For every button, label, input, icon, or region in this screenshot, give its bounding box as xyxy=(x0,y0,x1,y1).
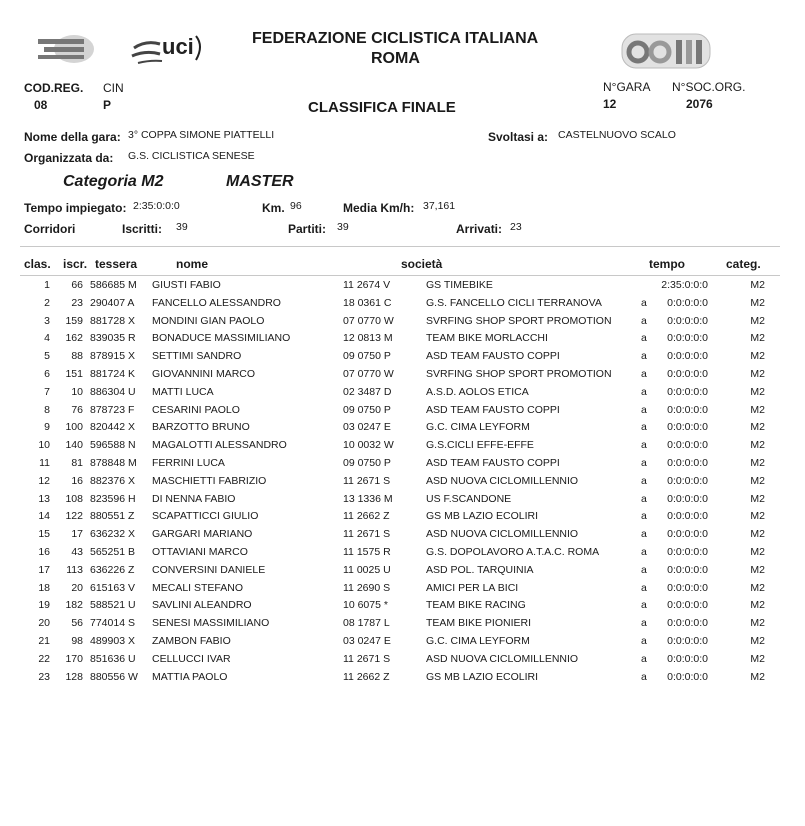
col-tessera: tessera xyxy=(95,257,138,271)
cell-tempo: 0:0:0:0:0 xyxy=(667,368,708,380)
cell-tempo-prefix: a xyxy=(641,652,647,665)
cell-societa: GS TIMEBIKE xyxy=(426,279,493,291)
cell-categ: M2 xyxy=(750,421,765,434)
cell-clas: 7 xyxy=(44,385,50,398)
cell-tempo: 0:0:0:0:0 xyxy=(667,546,708,558)
cell-tempo: 0:0:0:0:0 xyxy=(667,581,708,594)
cell-society-code: 12 0813 M xyxy=(343,332,393,345)
cell-clas: 8 xyxy=(44,403,50,416)
cell-categ: M2 xyxy=(750,563,765,576)
cell-categ: M2 xyxy=(750,492,765,505)
cell-tessera: 881728 X xyxy=(90,314,135,327)
race-name-label: Nome della gara: xyxy=(24,130,121,144)
cell-categ: M2 xyxy=(750,528,765,541)
cell-iscr: 159 xyxy=(65,314,83,327)
cell-iscr: 113 xyxy=(66,563,83,576)
cell-categ: M2 xyxy=(750,457,765,469)
riders-label: Corridori xyxy=(24,222,76,236)
cell-tessera: 588521 U xyxy=(90,599,136,612)
uci-logo xyxy=(130,30,210,70)
cell-clas: 23 xyxy=(38,670,50,683)
cell-tempo-prefix: a xyxy=(641,617,647,630)
cell-society-code: 02 3487 D xyxy=(343,385,392,398)
cell-tempo: 0:0:0:0:0 xyxy=(667,563,708,576)
table-row xyxy=(0,368,805,386)
cell-societa: G.S.CICLI EFFE-EFFE xyxy=(426,439,534,452)
cell-nome: DI NENNA FABIO xyxy=(152,492,236,505)
cell-tessera: 586685 M xyxy=(90,279,137,291)
cell-iscr: 20 xyxy=(71,581,83,594)
cell-categ: M2 xyxy=(750,368,765,380)
cell-iscr: 98 xyxy=(71,635,83,647)
cell-tessera: 881724 K xyxy=(90,368,135,380)
table-row xyxy=(0,635,805,653)
km-label: Km. xyxy=(262,201,285,215)
arrived-label: Arrivati: xyxy=(456,222,503,236)
cell-societa: GS MB LAZIO ECOLIRI xyxy=(426,670,539,683)
cell-categ: M2 xyxy=(750,510,765,523)
col-societa: società xyxy=(401,257,443,271)
cell-tessera: 489903 X xyxy=(90,635,135,647)
cell-tempo: 0:0:0:0:0 xyxy=(667,492,708,505)
cell-nome: MASCHIETTI FABRIZIO xyxy=(152,474,267,487)
cell-iscr: 23 xyxy=(71,296,83,309)
ngara-label: N°GARA xyxy=(603,80,651,94)
cell-iscr: 10 xyxy=(71,385,83,398)
cell-clas: 20 xyxy=(38,617,50,630)
cell-nome: MONDINI GIAN PAOLO xyxy=(152,314,265,327)
cell-societa: G.C. CIMA LEYFORM xyxy=(426,635,530,647)
cell-tempo-prefix: a xyxy=(641,403,647,416)
cell-nome: MAGALOTTI ALESSANDRO xyxy=(152,439,287,452)
cell-clas: 10 xyxy=(38,439,50,452)
cin-value: P xyxy=(103,98,112,112)
cell-society-code: 11 0025 U xyxy=(343,563,391,576)
enrolled-value: 39 xyxy=(176,221,188,233)
col-clas: clas. xyxy=(24,257,51,271)
cell-tessera: 851636 U xyxy=(90,652,136,665)
cell-tempo-prefix: a xyxy=(641,492,647,505)
cell-societa: ASD TEAM FAUSTO COPPI xyxy=(426,403,560,416)
avg-speed-value: 37,161 xyxy=(423,200,456,212)
table-row xyxy=(0,457,805,475)
cell-iscr: 140 xyxy=(65,439,83,452)
table-row xyxy=(0,421,805,439)
cell-categ: M2 xyxy=(750,296,765,309)
cell-tempo: 0:0:0:0:0 xyxy=(667,670,708,683)
cell-society-code: 09 0750 P xyxy=(343,350,391,363)
cell-categ: M2 xyxy=(750,279,765,291)
cell-societa: TEAM BIKE MORLACCHI xyxy=(426,332,548,345)
cell-tempo: 0:0:0:0:0 xyxy=(667,528,708,541)
city-title: ROMA xyxy=(371,50,420,67)
cell-tessera: 820442 X xyxy=(90,421,135,434)
started-label: Partiti: xyxy=(288,222,327,236)
cell-societa: G.C. CIMA LEYFORM xyxy=(426,421,530,434)
race-place-label: Svoltasi a: xyxy=(488,130,549,144)
cell-tempo-prefix: a xyxy=(641,599,647,612)
cell-society-code: 07 0770 W xyxy=(343,368,394,380)
cell-societa: A.S.D. AOLOS ETICA xyxy=(426,385,529,398)
cell-clas: 1 xyxy=(44,279,50,291)
cell-tempo-prefix: a xyxy=(641,457,647,469)
table-row xyxy=(0,439,805,457)
cell-society-code: 03 0247 E xyxy=(343,421,391,434)
cell-tessera: 882376 X xyxy=(90,474,135,487)
cell-society-code: 10 6075 * xyxy=(343,599,388,612)
table-row xyxy=(0,653,805,671)
cell-tempo-prefix: a xyxy=(641,368,647,380)
arrived-value: 23 xyxy=(510,221,522,233)
cell-categ: M2 xyxy=(750,350,765,363)
cell-clas: 13 xyxy=(38,492,50,505)
cell-clas: 5 xyxy=(44,350,50,363)
cell-tempo: 0:0:0:0:0 xyxy=(667,332,708,345)
cell-clas: 9 xyxy=(44,421,50,434)
cell-clas: 17 xyxy=(38,563,50,576)
cell-societa: ASD NUOVA CICLOMILLENNIO xyxy=(426,652,579,665)
cell-nome: FERRINI LUCA xyxy=(152,457,225,469)
cell-tempo-prefix: a xyxy=(641,439,647,452)
cell-nome: OTTAVIANI MARCO xyxy=(152,546,248,558)
cell-iscr: 170 xyxy=(65,652,83,665)
started-value: 39 xyxy=(337,221,349,233)
time-label: Tempo impiegato: xyxy=(24,201,127,215)
cell-societa: GS MB LAZIO ECOLIRI xyxy=(426,510,539,523)
cell-tempo-prefix: a xyxy=(641,314,647,327)
cell-societa: ASD POL. TARQUINIA xyxy=(426,563,534,576)
cell-tessera: 878723 F xyxy=(90,403,135,416)
cell-tessera: 290407 A xyxy=(90,296,135,309)
cell-nome: ZAMBON FABIO xyxy=(152,635,231,647)
table-row xyxy=(0,582,805,600)
table-row xyxy=(0,546,805,564)
cell-tempo: 0:0:0:0:0 xyxy=(667,457,708,469)
cell-tessera: 615163 V xyxy=(90,581,135,594)
cell-clas: 16 xyxy=(38,546,50,558)
cell-societa: AMICI PER LA BICI xyxy=(426,581,519,594)
cell-nome: FANCELLO ALESSANDRO xyxy=(152,296,281,309)
nsoc-label: N°SOC.ORG. xyxy=(672,80,746,94)
cell-society-code: 08 1787 L xyxy=(343,617,390,630)
cell-tempo: 0:0:0:0:0 xyxy=(667,617,708,630)
cell-society-code: 11 2674 V xyxy=(343,279,391,291)
cell-tempo-prefix: a xyxy=(641,670,647,683)
cell-categ: M2 xyxy=(750,670,765,683)
table-row xyxy=(0,404,805,422)
coni-logo xyxy=(620,30,712,72)
cell-society-code: 13 1336 M xyxy=(343,492,393,505)
cell-tempo: 0:0:0:0:0 xyxy=(667,510,708,523)
organizer-label: Organizzata da: xyxy=(24,151,114,165)
cell-iscr: 16 xyxy=(71,474,83,487)
km-value: 96 xyxy=(290,200,302,212)
uci-logo-text: uci xyxy=(162,34,194,59)
cell-clas: 4 xyxy=(44,332,50,345)
cell-nome: GARGARI MARIANO xyxy=(152,528,253,541)
cell-society-code: 11 2671 S xyxy=(343,474,391,487)
cell-iscr: 43 xyxy=(71,546,83,558)
cell-nome: SAVLINI ALEANDRO xyxy=(152,599,252,612)
cell-categ: M2 xyxy=(750,652,765,665)
time-value: 2:35:0:0:0 xyxy=(133,200,180,212)
table-row xyxy=(0,528,805,546)
cell-categ: M2 xyxy=(750,385,765,398)
cell-societa: ASD TEAM FAUSTO COPPI xyxy=(426,457,560,469)
race-place-value: CASTELNUOVO SCALO xyxy=(558,129,676,141)
cell-tessera: 565251 B xyxy=(90,546,135,558)
cell-societa: G.S. DOPOLAVORO A.T.A.C. ROMA xyxy=(426,546,600,558)
cell-tessera: 839035 R xyxy=(90,332,136,345)
avg-speed-label: Media Km/h: xyxy=(343,201,415,215)
cell-tempo-prefix: a xyxy=(641,350,647,363)
cell-categ: M2 xyxy=(750,599,765,612)
cell-categ: M2 xyxy=(750,439,765,452)
cell-tessera: 636232 X xyxy=(90,528,135,541)
classifica-title: CLASSIFICA FINALE xyxy=(308,99,456,116)
cell-societa: ASD TEAM FAUSTO COPPI xyxy=(426,350,560,363)
table-header-divider xyxy=(20,275,780,276)
table-row xyxy=(0,671,805,689)
cell-iscr: 66 xyxy=(71,279,83,291)
cell-categ: M2 xyxy=(750,332,765,345)
enrolled-label: Iscritti: xyxy=(122,222,163,236)
cell-societa: G.S. FANCELLO CICLI TERRANOVA xyxy=(426,296,602,309)
cell-tempo-prefix: a xyxy=(641,563,647,576)
cell-clas: 18 xyxy=(38,581,50,594)
cell-tempo: 0:0:0:0:0 xyxy=(667,403,708,416)
category-value: MASTER xyxy=(226,173,294,190)
cell-iscr: 128 xyxy=(65,670,83,683)
cell-society-code: 18 0361 C xyxy=(343,296,392,309)
cell-tessera: 823596 H xyxy=(90,492,136,505)
cell-nome: SETTIMI SANDRO xyxy=(152,350,242,363)
cell-nome: GIOVANNINI MARCO xyxy=(152,368,256,380)
cell-tessera: 596588 N xyxy=(90,439,136,452)
cell-clas: 21 xyxy=(38,635,50,647)
cell-society-code: 11 2662 Z xyxy=(343,670,390,683)
cell-categ: M2 xyxy=(750,635,765,647)
cell-society-code: 03 0247 E xyxy=(343,635,391,647)
fci-logo xyxy=(30,34,96,64)
cell-nome: MATTIA PAOLO xyxy=(152,670,228,683)
cell-nome: BONADUCE MASSIMILIANO xyxy=(152,332,291,345)
cell-categ: M2 xyxy=(750,403,765,416)
cell-nome: CELLUCCI IVAR xyxy=(152,652,231,665)
cell-iscr: 88 xyxy=(71,350,83,363)
cell-nome: BARZOTTO BRUNO xyxy=(152,421,250,434)
table-row xyxy=(0,599,805,617)
nsoc-value: 2076 xyxy=(686,97,713,111)
cell-tempo: 0:0:0:0:0 xyxy=(667,314,708,327)
cell-tempo-prefix: a xyxy=(641,332,647,345)
table-row xyxy=(0,279,805,297)
cell-society-code: 09 0750 P xyxy=(343,403,391,416)
cell-nome: SENESI MASSIMILIANO xyxy=(152,617,270,630)
cell-clas: 3 xyxy=(44,314,50,327)
cell-tempo: 0:0:0:0:0 xyxy=(667,599,708,612)
cell-tempo-prefix: a xyxy=(641,546,647,558)
cell-tempo-prefix: a xyxy=(641,296,647,309)
cell-tempo: 0:0:0:0:0 xyxy=(667,350,708,363)
cell-tempo-prefix: a xyxy=(641,528,647,541)
table-row xyxy=(0,475,805,493)
cell-categ: M2 xyxy=(750,474,765,487)
race-name-value: 3° COPPA SIMONE PIATTELLI xyxy=(128,129,275,141)
cell-societa: TEAM BIKE PIONIERI xyxy=(426,617,532,630)
cell-clas: 6 xyxy=(44,368,50,380)
organizer-value: G.S. CICLISTICA SENESE xyxy=(128,150,255,162)
cell-clas: 12 xyxy=(38,474,50,487)
header-divider xyxy=(20,246,780,247)
cell-society-code: 11 1575 R xyxy=(343,546,391,558)
cell-society-code: 10 0032 W xyxy=(343,439,394,452)
cell-categ: M2 xyxy=(750,581,765,594)
cell-tempo-prefix: a xyxy=(641,385,647,398)
results-table xyxy=(0,279,805,699)
cell-tempo: 2:35:0:0:0 xyxy=(661,279,708,291)
cell-societa: SVRFING SHOP SPORT PROMOTION xyxy=(426,368,612,380)
cell-iscr: 56 xyxy=(71,617,83,630)
col-nome: nome xyxy=(176,257,209,271)
cell-iscr: 17 xyxy=(71,528,83,541)
cell-tempo: 0:0:0:0:0 xyxy=(667,296,708,309)
cell-iscr: 100 xyxy=(65,421,83,434)
table-row xyxy=(0,617,805,635)
cell-tempo-prefix: a xyxy=(641,421,647,434)
table-row xyxy=(0,315,805,333)
cell-clas: 15 xyxy=(38,528,50,541)
cell-tempo-prefix: a xyxy=(641,474,647,487)
cell-societa: ASD NUOVA CICLOMILLENNIO xyxy=(426,474,579,487)
cell-society-code: 11 2690 S xyxy=(343,581,391,594)
cell-iscr: 162 xyxy=(65,332,83,345)
cod-reg-value: 08 xyxy=(34,98,48,112)
table-row xyxy=(0,332,805,350)
cell-nome: CESARINI PAOLO xyxy=(152,403,240,416)
cell-society-code: 11 2671 S xyxy=(343,652,391,665)
cin-label: CIN xyxy=(103,81,124,95)
category-label: Categoria M2 xyxy=(63,173,164,190)
cell-tessera: 878848 M xyxy=(90,457,137,469)
cell-tessera: 774014 S xyxy=(90,617,135,630)
cell-tessera: 880551 Z xyxy=(90,510,135,523)
cell-society-code: 09 0750 P xyxy=(343,457,391,469)
cell-clas: 11 xyxy=(39,457,50,469)
cell-societa: TEAM BIKE RACING xyxy=(426,599,526,612)
cell-societa: ASD NUOVA CICLOMILLENNIO xyxy=(426,528,579,541)
cell-societa: SVRFING SHOP SPORT PROMOTION xyxy=(426,314,612,327)
cell-tempo: 0:0:0:0:0 xyxy=(667,474,708,487)
cell-tempo: 0:0:0:0:0 xyxy=(667,421,708,434)
cell-tempo-prefix: a xyxy=(641,581,647,594)
cell-tempo: 0:0:0:0:0 xyxy=(667,385,708,398)
table-row xyxy=(0,350,805,368)
cod-reg-label: COD.REG. xyxy=(24,81,84,95)
table-row xyxy=(0,493,805,511)
cell-tessera: 886304 U xyxy=(90,385,136,398)
cell-iscr: 76 xyxy=(71,403,83,416)
cell-society-code: 11 2662 Z xyxy=(343,510,390,523)
cell-tempo: 0:0:0:0:0 xyxy=(667,635,708,647)
table-row xyxy=(0,564,805,582)
cell-iscr: 151 xyxy=(65,368,83,380)
cell-nome: GIUSTI FABIO xyxy=(152,279,221,291)
col-categ: categ. xyxy=(726,257,761,271)
cell-tempo-prefix: a xyxy=(641,635,647,647)
cell-clas: 19 xyxy=(38,599,50,612)
cell-tessera: 636226 Z xyxy=(90,563,135,576)
cell-nome: MECALI STEFANO xyxy=(152,581,244,594)
cell-societa: US F.SCANDONE xyxy=(426,492,512,505)
cell-clas: 2 xyxy=(44,296,50,309)
cell-nome: SCAPATTICCI GIULIO xyxy=(152,510,259,523)
col-tempo: tempo xyxy=(649,257,685,271)
cell-iscr: 108 xyxy=(65,492,83,505)
cell-tessera: 880556 W xyxy=(90,670,138,683)
cell-tempo: 0:0:0:0:0 xyxy=(667,439,708,452)
cell-nome: MATTI LUCA xyxy=(152,385,214,398)
cell-clas: 14 xyxy=(38,510,50,523)
table-row xyxy=(0,510,805,528)
cell-society-code: 11 2671 S xyxy=(343,528,391,541)
cell-nome: CONVERSINI DANIELE xyxy=(152,563,266,576)
table-row xyxy=(0,297,805,315)
federation-title: FEDERAZIONE CICLISTICA ITALIANA xyxy=(252,30,539,47)
cell-tempo-prefix: a xyxy=(641,510,647,523)
cell-clas: 22 xyxy=(38,652,50,665)
cell-iscr: 122 xyxy=(65,510,83,523)
cell-categ: M2 xyxy=(750,617,765,630)
cell-iscr: 81 xyxy=(71,457,83,469)
cell-tessera: 878915 X xyxy=(90,350,135,363)
ngara-value: 12 xyxy=(603,97,617,111)
cell-categ: M2 xyxy=(750,546,765,558)
cell-tempo: 0:0:0:0:0 xyxy=(667,652,708,665)
col-iscr: iscr. xyxy=(63,257,88,271)
cell-iscr: 182 xyxy=(65,599,83,612)
table-row xyxy=(0,386,805,404)
cell-categ: M2 xyxy=(750,314,765,327)
cell-society-code: 07 0770 W xyxy=(343,314,394,327)
